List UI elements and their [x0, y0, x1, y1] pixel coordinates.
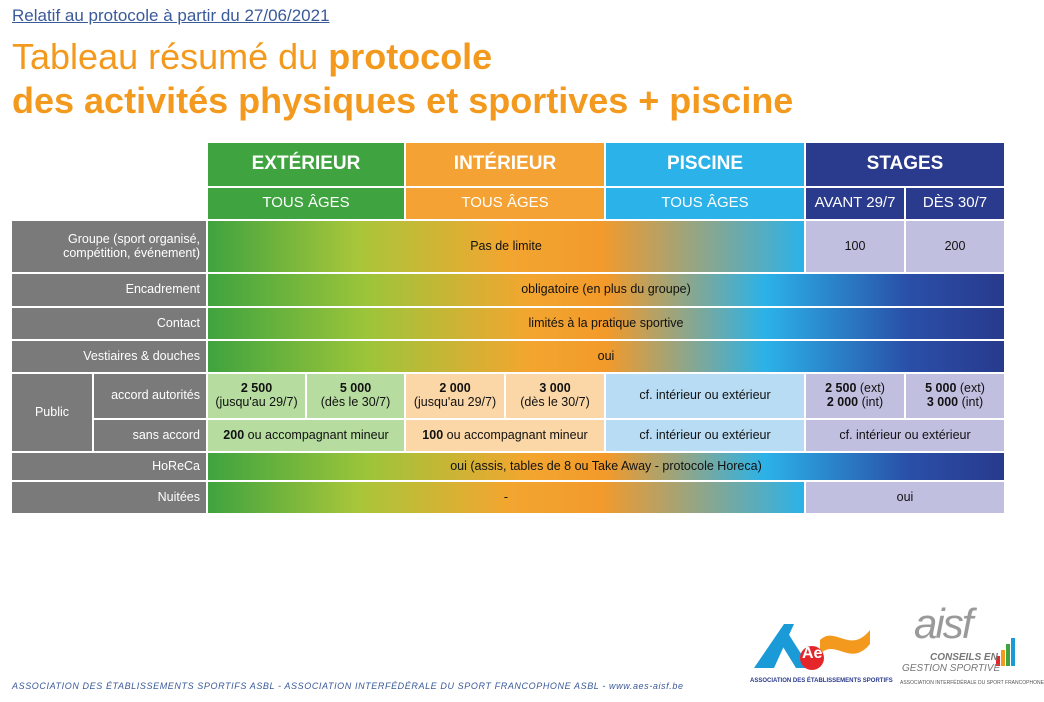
subheader-piscine: TOUS ÂGES — [606, 188, 804, 219]
row-label-public: Public — [12, 374, 92, 451]
groupe-stage-avant: 100 — [806, 221, 904, 272]
row-label-accord: accord autorités — [94, 374, 206, 418]
aes-logo-caption: ASSOCIATION DES ÉTABLISSEMENTS SPORTIFS — [750, 678, 893, 684]
col-header-piscine: PISCINE — [606, 143, 804, 186]
contact-value: limités à la pratique sportive — [208, 308, 1004, 339]
aes-logo — [750, 620, 893, 690]
subheader-stages-avant: AVANT 29/7 — [806, 188, 904, 219]
col-header-stages: STAGES — [806, 143, 1004, 186]
accord-stage-des: 5 000 (ext) 3 000 (int) — [906, 374, 1004, 418]
row-label-horeca: HoReCa — [12, 453, 206, 480]
aisf-logo — [900, 600, 1044, 695]
footer-link[interactable]: www.aes-aisf.be — [609, 681, 684, 691]
protocol-date-link[interactable]: Relatif au protocole à partir du 27/06/2021 — [12, 6, 330, 25]
vestiaires-value: oui — [208, 341, 1004, 372]
row-label-nuitees: Nuitées — [12, 482, 206, 513]
footer-text: ASSOCIATION DES ÉTABLISSEMENTS SPORTIFS ASBL - ASSOCIATION INTERFÉDÉRALE DU SPORT FRANCOPHONE ASBL - — [12, 681, 610, 691]
aes-logo-text: Ae — [802, 645, 823, 662]
aisf-line1: CONSEILS EN — [930, 652, 998, 663]
row-label-sans-accord: sans accord — [94, 420, 206, 451]
aisf-caption: ASSOCIATION INTERFÉDÉRALE DU SPORT FRANCOPHONE — [900, 680, 1044, 686]
sans-accord-stages: cf. intérieur ou extérieur — [806, 420, 1004, 451]
groupe-stage-des: 200 — [906, 221, 1004, 272]
accord-piscine: cf. intérieur ou extérieur — [606, 374, 804, 418]
accord-int-des: 3 000 (dès le 30/7) — [506, 374, 604, 418]
page-title-line1: Tableau résumé du protocole — [12, 36, 493, 77]
sans-accord-piscine: cf. intérieur ou extérieur — [606, 420, 804, 451]
sans-accord-int: 100 ou accompagnant mineur — [406, 420, 604, 451]
accord-int-avant: 2 000 (jusqu'au 29/7) — [406, 374, 504, 418]
subheader-interieur: TOUS ÂGES — [406, 188, 604, 219]
aisf-line2: GESTION SPORTIVE — [902, 663, 1001, 674]
nuitees-value: - — [208, 482, 804, 513]
nuitees-stages: oui — [806, 482, 1004, 513]
row-label-contact: Contact — [12, 308, 206, 339]
subheader-exterieur: TOUS ÂGES — [208, 188, 404, 219]
accord-stage-avant: 2 500 (ext) 2 000 (int) — [806, 374, 904, 418]
subheader-stages-des: DÈS 30/7 — [906, 188, 1004, 219]
row-label-groupe: Groupe (sport organisé, compétition, événement) — [12, 221, 206, 272]
horeca-value: oui (assis, tables de 8 ou Take Away - protocole Horeca) — [208, 453, 1004, 480]
footer — [12, 681, 684, 691]
col-header-interieur: INTÉRIEUR — [406, 143, 604, 186]
groupe-value: Pas de limite — [208, 221, 804, 272]
row-label-encadrement: Encadrement — [12, 274, 206, 306]
aisf-logo-text: aisf — [914, 600, 972, 647]
aisf-color-bars — [996, 636, 1016, 666]
encadrement-value: obligatoire (en plus du groupe) — [208, 274, 1004, 306]
page-title-line2: des activités physiques et sportives + piscine — [12, 80, 794, 121]
accord-ext-avant: 2 500 (jusqu'au 29/7) — [208, 374, 305, 418]
col-header-exterieur: EXTÉRIEUR — [208, 143, 404, 186]
row-label-vestiaires: Vestiaires & douches — [12, 341, 206, 372]
accord-ext-des: 5 000 (dès le 30/7) — [307, 374, 404, 418]
sans-accord-ext: 200 ou accompagnant mineur — [208, 420, 404, 451]
